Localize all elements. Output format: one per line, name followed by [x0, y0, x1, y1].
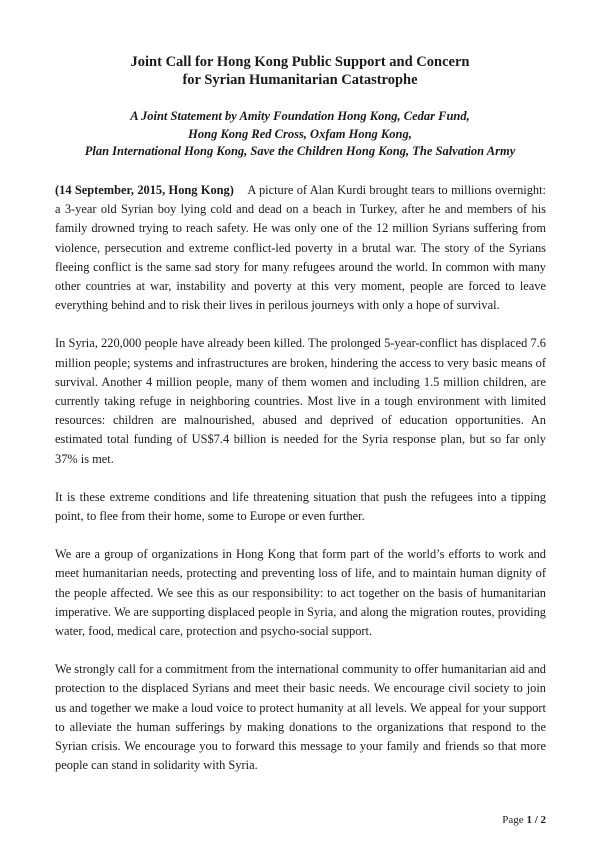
paragraph-1	[55, 181, 546, 315]
document-subtitle	[30, 108, 570, 161]
dateline: (14 September, 2015, Hong Kong)	[55, 183, 234, 197]
paragraph-3: It is these extreme conditions and life threatening situation that push the refugees into a tipping point, to flee from their home, some to Europe or even further.	[55, 489, 546, 524]
document-body	[55, 181, 546, 794]
page-number-value: 1 / 2	[526, 814, 546, 826]
paragraph-5: We strongly call for a commitment from the international community to offer humanitarian aid and protection to the displaced Syrians and meet their basic needs. We encourage civil society to join us and together we make a loud voice to protect humanity at all levels. We appeal for your support to alleviate the human sufferings by making donations to the organizations that respond to the Syrian crisis. We encourage you to forward this message to your family and friends so that more people can stand in solidarity with Syria.	[55, 662, 546, 773]
title-line-2: for Syrian Humanitarian Catastrophe	[182, 72, 418, 88]
subtitle-line-3: Plan International Hong Kong, Save the Children Hong Kong, The Salvation Army	[84, 144, 516, 158]
paragraph-1-text: A picture of Alan Kurdi brought tears to millions overnight: a 3-year old Syrian boy lying cold and dead on a beach in Turkey, after he and members of his family drowned trying to reach safety. He was only one of the 12 million Syrians suffering from violence, persecution and extreme conflict-led poverty in a brutal war. The story of the Syrians fleeing conflict is the same sad story for many refugees around the world. In common with many other countries at war, instability and poverty at this very moment, people are forced to leave everything behind and to risk their lives in perilous journeys with only a hope of survival.	[55, 183, 546, 313]
page-number-prefix: Page	[502, 814, 524, 826]
title-line-1: Joint Call for Hong Kong Public Support and Concern	[130, 54, 470, 70]
paragraph-2: In Syria, 220,000 people have already been killed. The prolonged 5-year-conflict has displaced 7.6 million people; systems and infrastructures are broken, hindering the access to very basic means of survival. Another 4 million people, many of them women and including 1.5 million children, are currently taking refuge in neighboring countries. Most live in a tough environment with limited resources: children are malnourished, abused and deprived of education opportunities. An estimated total funding of US$7.4 billion is needed for the Syria response plan, but so far only 37% is met.	[55, 336, 546, 466]
paragraph-4: We are a group of organizations in Hong Kong that form part of the world’s efforts to work and meet humanitarian needs, protecting and preventing loss of life, and to maintain human dignity of the people affected. We see this as our responsibility: to act together on the basis of humanitarian imperative. We are supporting displaced people in Syria, and along the migration routes, providing water, food, medical care, protection and psycho-social support.	[55, 547, 546, 639]
subtitle-line-1: A Joint Statement by Amity Foundation Hong Kong, Cedar Fund,	[130, 109, 470, 123]
page-number	[502, 813, 546, 827]
document-title	[40, 53, 560, 89]
subtitle-line-2: Hong Kong Red Cross, Oxfam Hong Kong,	[188, 126, 412, 141]
